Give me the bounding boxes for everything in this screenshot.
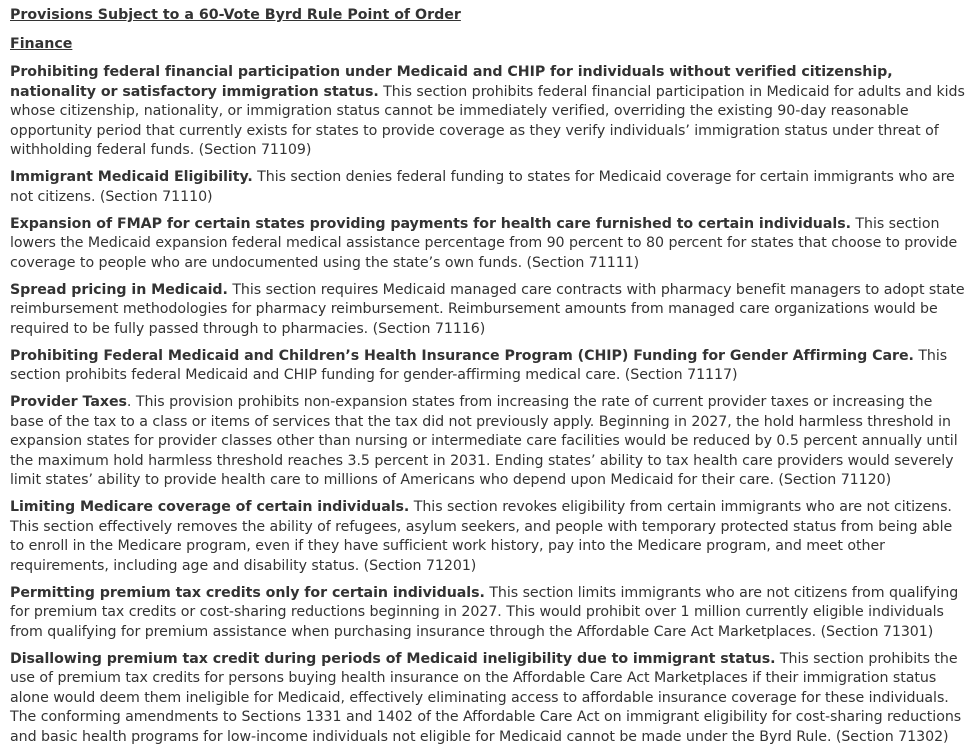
provision-body: This section revokes eligibility from certain immigrants who are not citizens. This section effectively removes the ability of refugees, asylum seekers, and people with temporary protected status from being able to enroll in the Medicare program, even if they have sufficient work history, pay into the Medicare program, and meet other requirements, including age and disability status. (Section 71201): [10, 499, 952, 574]
provision-immigrant-medicaid-eligibility: [10, 168, 970, 207]
provision-body: This section requires Medicaid managed care contracts with pharmacy benefit managers to adopt state reimbursement methodologies for pharmacy reimbursement. Reimbursement amounts from managed care organizations would be required to be fully passed through to pharmacies. (Section 71116): [10, 282, 965, 337]
provision-title: Permitting premium tax credits only for certain individuals.: [10, 585, 485, 601]
provision-fmap-expansion: [10, 215, 970, 274]
provision-spread-pricing: [10, 281, 970, 340]
provision-body: This section prohibits the use of premium tax credits for persons buying health insurance on the Affordable Care Act Marketplaces if their immigration status alone would deem them ineligible for Medicaid, effectively eliminating access to affordable insurance coverage for these individuals. The conforming amendments to Sections 1331 and 1402 of the Affordable Care Act on immigrant eligibility for cost-sharing reductions and basic health programs for low-income individuals not eligible for Medicaid cannot be made under the Byrd Rule. (Section 71302): [10, 651, 961, 745]
provision-medicare-coverage: [10, 498, 970, 576]
provision-body: This section limits immigrants who are not citizens from qualifying for premium tax credits or cost-sharing reductions beginning in 2027. This would prohibit over 1 million currently eligible individuals from qualifying for premium assistance when purchasing insurance through the Affordable Care Act Marketplaces. (Section 71301): [10, 585, 958, 640]
provision-provider-taxes: [10, 393, 970, 491]
provision-body: This section denies federal funding to states for Medicaid coverage for certain immigrants who are not citizens. (Section 71110): [10, 169, 955, 205]
provision-body: This section prohibits federal Medicaid and CHIP funding for gender-affirming medical care. (Section 71117): [10, 348, 947, 384]
provision-title: Disallowing premium tax credit during periods of Medicaid ineligibility due to immigrant status.: [10, 651, 775, 667]
provision-title: Spread pricing in Medicaid.: [10, 282, 228, 298]
provision-title: Prohibiting federal financial participation under Medicaid and CHIP for individuals without verified citizenship, nationality or satisfactory immigration status.: [10, 64, 893, 100]
provision-title: Prohibiting Federal Medicaid and Children’s Health Insurance Program (CHIP) Funding for Gender Affirming Care.: [10, 348, 914, 364]
provision-citizenship-verification: [10, 63, 970, 161]
provision-title: Expansion of FMAP for certain states providing payments for health care furnished to certain individuals.: [10, 216, 851, 232]
provision-title: Provider Taxes: [10, 394, 127, 410]
provision-body: This section lowers the Medicaid expansion federal medical assistance percentage from 90 percent to 80 percent for states that choose to provide coverage to people who are undocumented using the state’s own funds. (Section 71111): [10, 216, 957, 271]
provision-title: Immigrant Medicaid Eligibility.: [10, 169, 253, 185]
provision-gender-affirming-care: [10, 347, 970, 386]
provision-body: This section prohibits federal financial participation in Medicaid for adults and kids whose citizenship, nationality, or immigration status cannot be immediately verified, overriding the existing 90-day reasonable opportunity period that currently exists for states to provide coverage as they verify individuals’ immigration status under threat of withholding federal funds. (Section 71109): [10, 84, 965, 159]
provision-body: . This provision prohibits non-expansion states from increasing the rate of current provider taxes or increasing the base of the tax to a class or items of services that the tax did not previously apply. Beginning in 2027, the hold harmless threshold in expansion states for provider classes other than nursing or intermediate care facilities would be reduced by 0.5 percent annually until the maximum hold harmless threshold reaches 3.5 percent in 2031. Ending states’ ability to tax health care providers would severely limit states’ ability to provide health care to millions of Americans who depend upon Medicaid for their care. (Section 71120): [10, 394, 958, 488]
provision-premium-tax-credits: [10, 584, 970, 643]
section-heading-finance: Finance: [10, 35, 970, 54]
provision-title: Limiting Medicare coverage of certain individuals.: [10, 499, 409, 515]
document-heading: Provisions Subject to a 60-Vote Byrd Rule Point of Order: [10, 6, 970, 25]
provision-disallowing-premium-tax-credit: [10, 650, 970, 747]
